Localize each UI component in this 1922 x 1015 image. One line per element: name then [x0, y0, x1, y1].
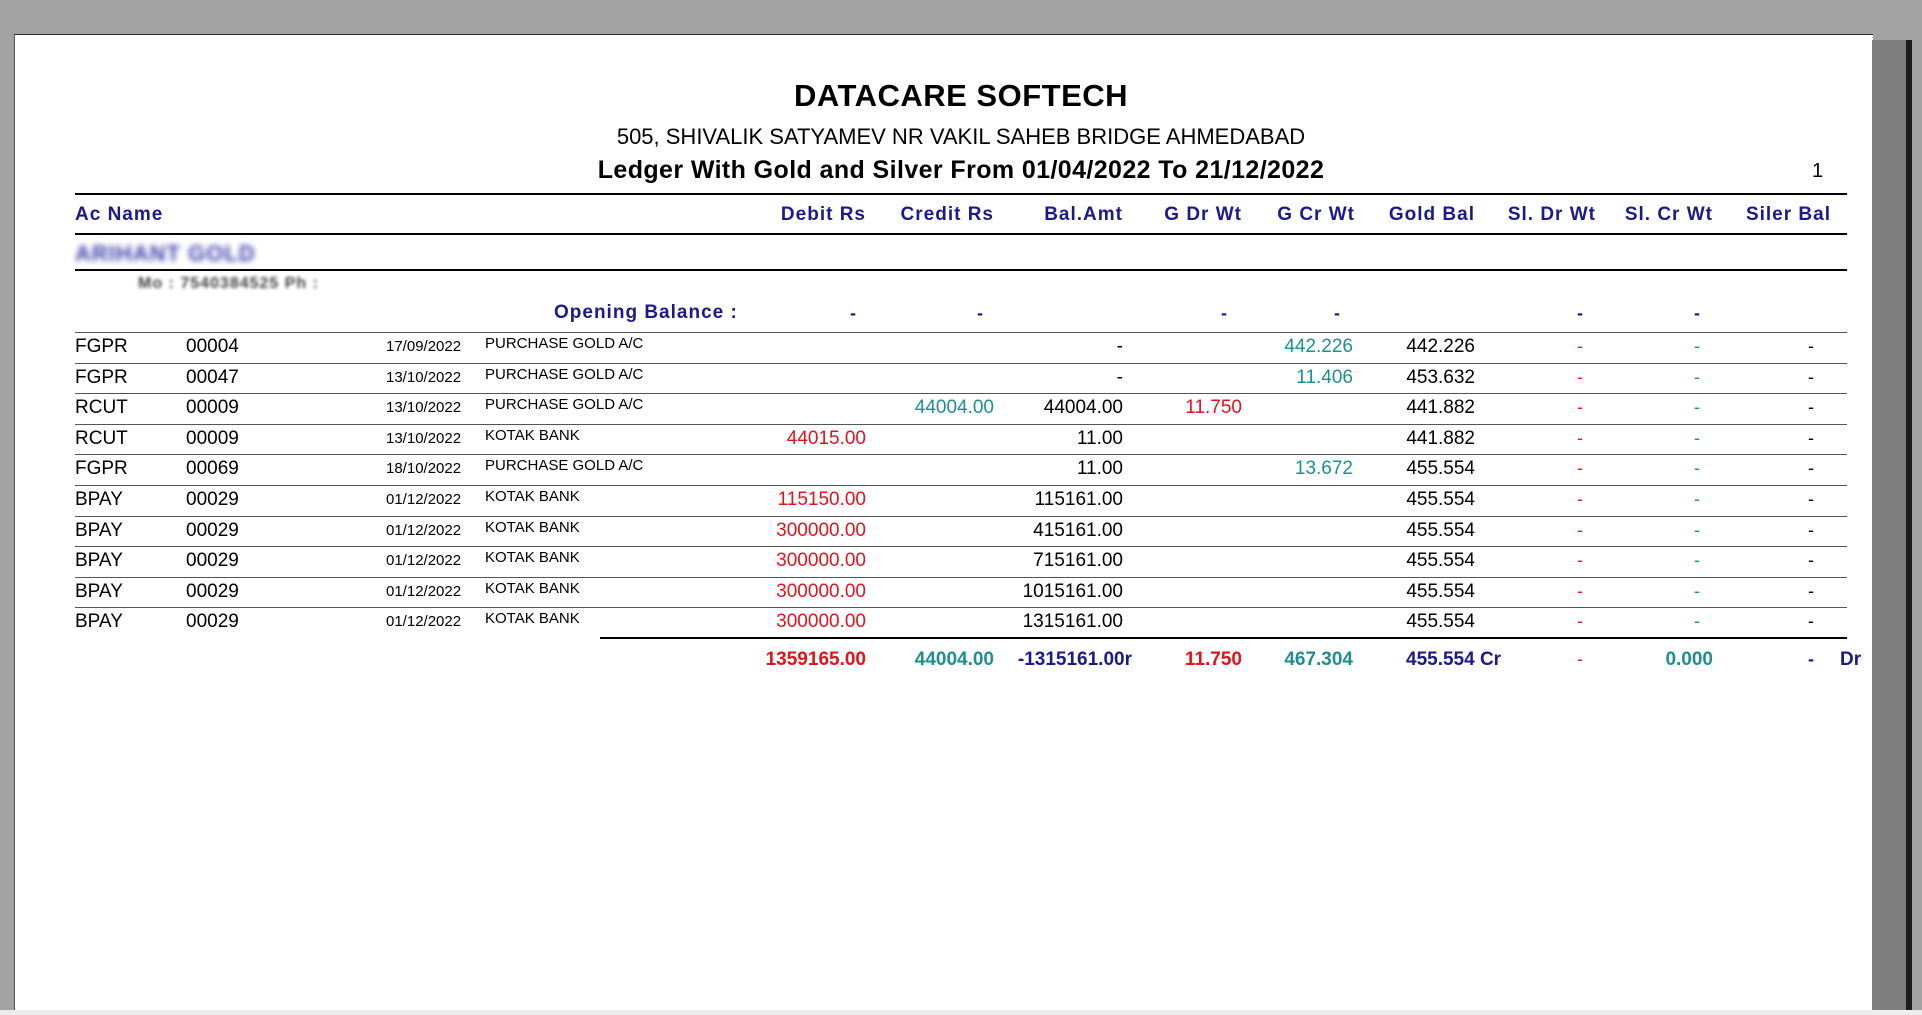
- row-particulars: KOTAK BANK: [485, 488, 580, 505]
- row-sl-dr: -: [1577, 519, 1583, 540]
- row-sl-dr: -: [1577, 489, 1583, 509]
- row-bal: -: [1116, 336, 1123, 357]
- row-bal: 11.00: [1076, 427, 1123, 449]
- row-voucher-no: 00029: [186, 580, 239, 602]
- row-sl-cr: -: [1694, 519, 1700, 540]
- ob-g-dr: -: [1221, 303, 1227, 323]
- row-debit: 300000.00: [776, 580, 866, 602]
- row-sl-cr: -: [1694, 336, 1700, 356]
- col-bal-amt: Bal.Amt: [1044, 204, 1123, 225]
- row-credit: 44004.00: [914, 397, 994, 419]
- row-sl-bal: -: [1808, 366, 1814, 387]
- row-g-cr: 442.226: [1284, 336, 1353, 357]
- total-debit: 1359165.00: [765, 649, 866, 670]
- row-sl-bal: -: [1808, 458, 1814, 479]
- row-particulars: PURCHASE GOLD A/C: [485, 457, 644, 475]
- row-date: 01/12/2022: [386, 521, 462, 539]
- row-sl-dr: -: [1577, 336, 1583, 356]
- ob-g-cr: -: [1334, 303, 1340, 323]
- row-sl-bal: -: [1808, 336, 1814, 356]
- total-gold-bal: 455.554 Cr: [1406, 649, 1502, 670]
- row-separator: [75, 516, 1847, 517]
- row-type: BPAY: [75, 611, 123, 633]
- row-voucher-no: 00047: [186, 366, 239, 388]
- bottom-strip: [0, 1010, 1922, 1015]
- row-date: 01/12/2022: [386, 582, 462, 600]
- row-particulars: PURCHASE GOLD A/C: [485, 365, 644, 383]
- row-voucher-no: 00029: [186, 489, 239, 510]
- row-gold-bal: 455.554: [1406, 458, 1475, 480]
- row-date: 01/12/2022: [386, 491, 462, 508]
- row-particulars: KOTAK BANK: [485, 549, 580, 567]
- row-voucher-no: 00029: [186, 550, 239, 572]
- row-bal: 1015161.00: [1022, 580, 1123, 602]
- page-number: 1: [1812, 160, 1824, 182]
- row-sl-cr: -: [1694, 427, 1700, 448]
- row-date: 13/10/2022: [386, 429, 462, 447]
- row-type: RCUT: [75, 397, 128, 419]
- page-shadow: [1872, 40, 1906, 1010]
- row-voucher-no: 00009: [186, 427, 239, 449]
- row-sl-dr: -: [1577, 458, 1583, 479]
- row-type: RCUT: [75, 427, 128, 449]
- row-type: BPAY: [75, 519, 123, 541]
- total-g-dr: 11.750: [1184, 649, 1242, 670]
- row-gold-bal: 442.226: [1406, 336, 1475, 357]
- row-g-dr: 11.750: [1185, 397, 1242, 419]
- company-address: 505, SHIVALIK SATYAMEV NR VAKIL SAHEB BRIDGE AHMEDABAD: [616, 124, 1306, 149]
- row-separator: [75, 424, 1847, 425]
- row-separator: [75, 546, 1847, 547]
- row-debit: 44015.00: [786, 427, 866, 449]
- row-sl-dr: -: [1577, 580, 1583, 601]
- total-bal: -1315161.00r: [1017, 649, 1132, 670]
- row-voucher-no: 00029: [186, 519, 239, 541]
- row-type: FGPR: [75, 458, 128, 480]
- row-date: 01/12/2022: [386, 613, 462, 631]
- row-voucher-no: 00009: [186, 397, 239, 419]
- row-bal: 1315161.00: [1022, 611, 1123, 633]
- totals-rule: [600, 637, 1847, 639]
- row-gold-bal: 455.554: [1406, 611, 1475, 633]
- row-sl-bal: -: [1808, 519, 1814, 540]
- row-sl-cr: -: [1694, 550, 1700, 571]
- row-sl-dr: -: [1577, 366, 1583, 387]
- row-date: 13/10/2022: [386, 368, 462, 386]
- row-g-cr: 13.672: [1294, 458, 1353, 480]
- row-sl-cr: -: [1694, 489, 1700, 509]
- account-contact: Mo : 7540384525 Ph :: [138, 275, 319, 292]
- row-gold-bal: 441.882: [1406, 427, 1475, 449]
- total-sl-cr: 0.000: [1665, 649, 1713, 670]
- row-type: FGPR: [75, 336, 128, 357]
- col-credit: Credit Rs: [900, 204, 994, 225]
- row-bal: 415161.00: [1033, 519, 1123, 541]
- row-gold-bal: 455.554: [1406, 580, 1475, 602]
- ob-sl-cr: -: [1694, 303, 1700, 323]
- ob-debit: -: [850, 303, 856, 323]
- row-debit: 115150.00: [777, 489, 866, 510]
- row-separator: [75, 363, 1847, 364]
- row-debit: 300000.00: [776, 519, 866, 541]
- row-type: BPAY: [75, 489, 123, 510]
- company-name: DATACARE SOFTECH: [793, 78, 1129, 113]
- row-voucher-no: 00004: [186, 336, 239, 357]
- total-sl-bal: -: [1808, 649, 1814, 669]
- row-separator: [75, 485, 1847, 486]
- row-particulars: KOTAK BANK: [485, 579, 580, 597]
- row-date: 01/12/2022: [386, 552, 462, 570]
- row-sl-bal: -: [1808, 397, 1814, 418]
- row-separator: [75, 332, 1847, 333]
- col-sl-dr: Sl. Dr Wt: [1507, 204, 1596, 225]
- row-sl-dr: -: [1577, 550, 1583, 571]
- ob-sl-dr: -: [1577, 303, 1583, 323]
- col-debit: Debit Rs: [780, 204, 866, 225]
- row-sl-dr: -: [1577, 611, 1583, 632]
- col-sl-cr: Sl. Cr Wt: [1624, 204, 1713, 225]
- row-gold-bal: 455.554: [1406, 550, 1475, 572]
- row-particulars: PURCHASE GOLD A/C: [485, 335, 644, 352]
- ob-credit: -: [977, 303, 983, 323]
- row-voucher-no: 00069: [186, 458, 239, 480]
- row-particulars: KOTAK BANK: [485, 426, 580, 444]
- header-top-rule: [75, 193, 1847, 195]
- col-siler-bal: Siler Bal: [1745, 204, 1831, 225]
- header-bottom-rule: [75, 233, 1847, 235]
- col-g-cr: G Cr Wt: [1277, 204, 1355, 225]
- account-rule: [75, 269, 1847, 271]
- row-particulars: KOTAK BANK: [485, 610, 580, 628]
- row-separator: [75, 577, 1847, 578]
- row-voucher-no: 00029: [186, 611, 239, 633]
- row-gold-bal: 455.554: [1406, 489, 1475, 510]
- total-sl-dr: -: [1577, 649, 1583, 669]
- col-gold-bal: Gold Bal: [1388, 204, 1475, 225]
- row-gold-bal: 441.882: [1406, 397, 1475, 419]
- row-date: 17/09/2022: [386, 338, 462, 355]
- opening-balance-label: Opening Balance :: [554, 302, 738, 323]
- row-sl-bal: -: [1808, 550, 1814, 571]
- row-separator: [75, 607, 1847, 608]
- row-bal: 115161.00: [1034, 489, 1123, 510]
- row-sl-cr: -: [1694, 611, 1700, 632]
- row-sl-bal: -: [1808, 489, 1814, 509]
- account-name: ARIHANT GOLD: [75, 241, 256, 266]
- row-sl-cr: -: [1694, 397, 1700, 418]
- row-type: BPAY: [75, 550, 123, 572]
- row-particulars: KOTAK BANK: [485, 518, 580, 536]
- row-debit: 300000.00: [776, 550, 866, 572]
- row-sl-cr: -: [1694, 580, 1700, 601]
- row-sl-dr: -: [1577, 427, 1583, 448]
- row-bal: 715161.00: [1033, 550, 1123, 572]
- row-type: FGPR: [75, 366, 128, 388]
- col-g-dr: G Dr Wt: [1164, 204, 1242, 225]
- row-gold-bal: 453.632: [1406, 366, 1475, 388]
- window-edge: [1906, 40, 1912, 1010]
- total-g-cr: 467.304: [1284, 649, 1353, 670]
- col-ac-name: Ac Name: [75, 204, 164, 225]
- total-sl-bal-suffix: Dr: [1840, 649, 1862, 670]
- row-particulars: PURCHASE GOLD A/C: [485, 396, 644, 414]
- row-sl-bal: -: [1808, 611, 1814, 632]
- row-sl-dr: -: [1577, 397, 1583, 418]
- row-date: 18/10/2022: [386, 460, 462, 478]
- row-sl-bal: -: [1808, 580, 1814, 601]
- row-gold-bal: 455.554: [1406, 519, 1475, 541]
- row-bal: -: [1116, 366, 1123, 388]
- row-debit: 300000.00: [776, 611, 866, 633]
- row-sl-cr: -: [1694, 458, 1700, 479]
- report-title: Ledger With Gold and Silver From 01/04/2022 To 21/12/2022: [597, 156, 1325, 184]
- row-bal: 44004.00: [1043, 397, 1123, 419]
- row-g-cr: 11.406: [1296, 366, 1353, 388]
- row-bal: 11.00: [1076, 458, 1123, 480]
- row-sl-bal: -: [1808, 427, 1814, 448]
- row-date: 13/10/2022: [386, 399, 462, 417]
- total-credit: 44004.00: [914, 649, 994, 670]
- row-separator: [75, 454, 1847, 455]
- row-type: BPAY: [75, 580, 123, 602]
- row-sl-cr: -: [1694, 366, 1700, 387]
- row-separator: [75, 393, 1847, 394]
